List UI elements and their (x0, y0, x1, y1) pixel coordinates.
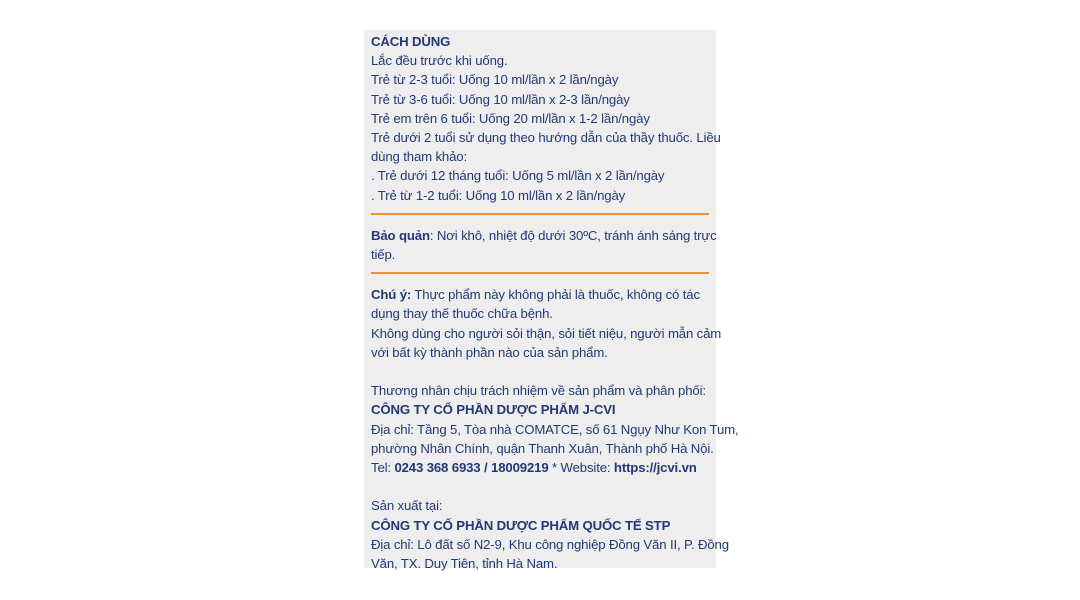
distributor-intro: Thương nhân chịu trách nhiệm về sản phẩm và phân phối: (371, 383, 706, 399)
notice-line: dụng thay thế thuốc chữa bệnh. (371, 306, 553, 322)
manufacturer-section (371, 496, 729, 573)
usage-line: Trẻ em trên 6 tuổi: Uống 20 ml/lần x 1-2 lần/ngày (371, 110, 650, 126)
storage-label: Bảo quản (371, 227, 430, 243)
phone-separator: / (480, 460, 492, 476)
section-divider (371, 213, 709, 215)
phone-number: 0243 368 6933 (394, 460, 481, 476)
usage-title: CÁCH DÙNG (371, 34, 451, 49)
usage-section (371, 32, 721, 205)
manufacturer-address: Địa chỉ: Lô đất số N2-9, Khu công nghiệp Đồng Văn II, P. Đồng (371, 536, 729, 552)
notice-text: Thực phẩm này không phải là thuốc, không có tác (411, 287, 700, 303)
section-divider (371, 272, 709, 274)
website-label: * Website: (548, 460, 614, 476)
usage-line: Trẻ từ 2-3 tuổi: Uống 10 ml/lần x 2 lần/ngày (371, 72, 619, 88)
storage-text-cont: tiếp. (371, 247, 396, 263)
storage-section (371, 226, 717, 264)
website-url: https://jcvi.vn (613, 460, 697, 476)
distributor-section (371, 381, 739, 477)
hotline-number: 18009219 (491, 460, 549, 476)
manufacturer-intro: Sản xuất tại: (371, 498, 443, 514)
usage-line: Trẻ từ 3-6 tuổi: Uống 10 ml/lần x 2-3 lần/ngày (371, 91, 630, 107)
manufacturer-company: CÔNG TY CỔ PHẦN DƯỢC PHẨM QUỐC TẾ STP (371, 517, 671, 533)
usage-line: . Trẻ từ 1-2 tuổi: Uống 10 ml/lần x 2 lần/ngày (371, 187, 626, 203)
distributor-address: phường Nhân Chính, quận Thanh Xuân, Thành phố Hà Nội. (371, 440, 714, 456)
manufacturer-address: Văn, TX. Duy Tiên, tỉnh Hà Nam. (371, 556, 558, 572)
usage-line: Trẻ dưới 2 tuổi sử dụng theo hướng dẫn của thầy thuốc. Liều (371, 130, 721, 146)
distributor-address: Địa chỉ: Tầng 5, Tòa nhà COMATCE, số 61 Ngụy Như Kon Tum, (371, 421, 739, 437)
distributor-company: CÔNG TY CỔ PHẦN DƯỢC PHẨM J-CVI (371, 402, 616, 418)
usage-line: . Trẻ dưới 12 tháng tuổi: Uống 5 ml/lần x 2 lần/ngày (371, 168, 665, 184)
notice-section (371, 285, 722, 362)
notice-line: với bất kỳ thành phần nào của sản phẩm. (371, 344, 608, 360)
usage-line: Lắc đều trước khi uống. (371, 53, 508, 69)
notice-label: Chú ý: (371, 287, 412, 303)
storage-text: : Nơi khô, nhiệt độ dưới 30ºC, tránh ánh sáng trực (429, 227, 717, 243)
tel-label: Tel: (371, 460, 395, 476)
notice-line: Không dùng cho người sỏi thận, sỏi tiết niệu, người mẫn cảm (371, 325, 722, 341)
usage-line: dùng tham khảo: (371, 149, 467, 165)
product-label-panel (364, 30, 739, 572)
